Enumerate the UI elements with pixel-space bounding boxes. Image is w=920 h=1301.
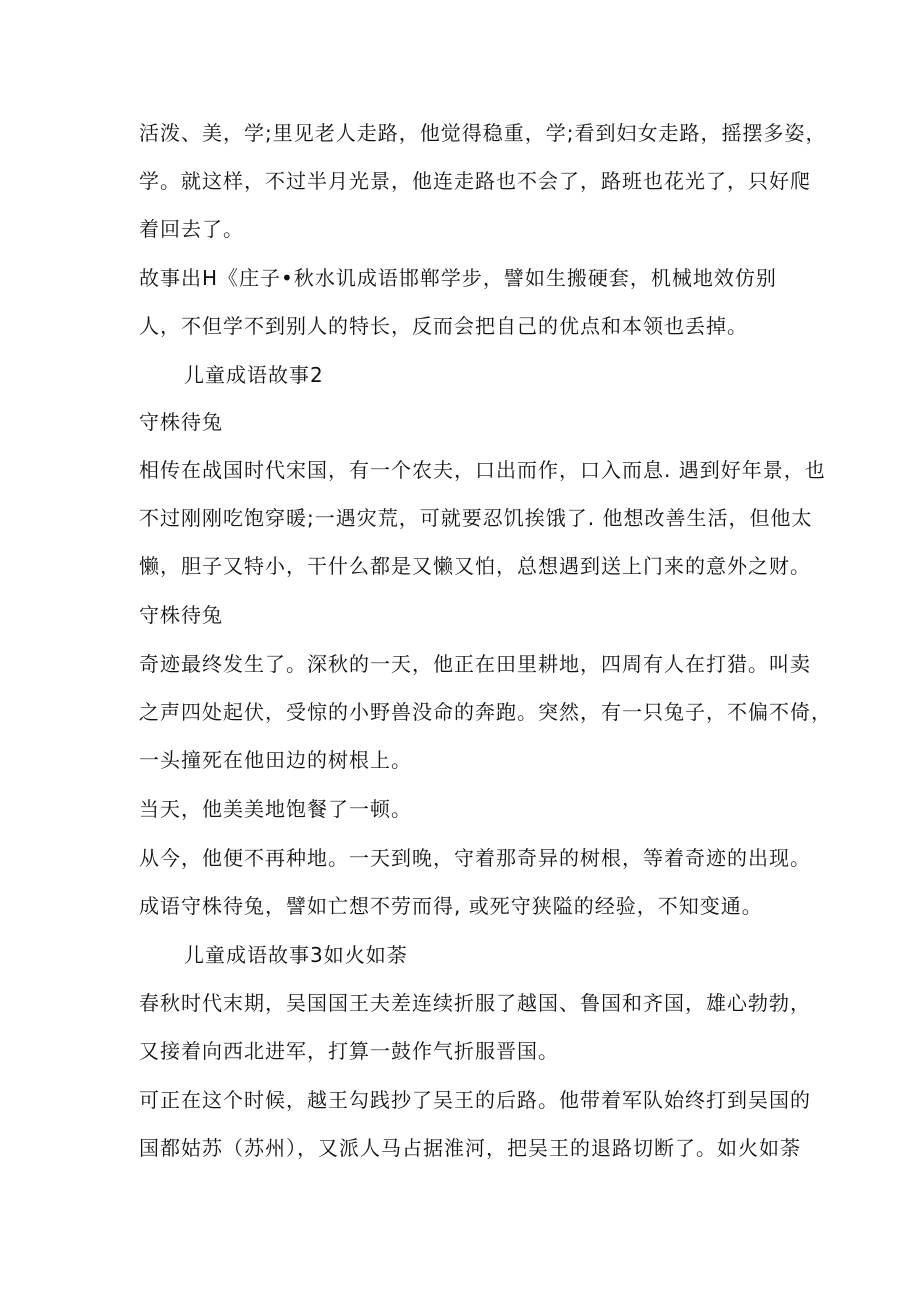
paragraph-line: 着回去了。	[139, 217, 244, 241]
paragraph-line: 从今，他便不再种地。一天到晚，守着那奇异的树根，等着奇迹的出现。	[139, 846, 811, 870]
section-heading: 儿童成语故事2	[184, 363, 324, 387]
paragraph-line: 相传在战国时代宋国，有一个农夫，口出而作，口入而息. 遇到好年景，也	[139, 458, 826, 482]
paragraph-line: 人，不但学不到别人的特长，反而会把自己的优点和本领也丢掉。	[139, 314, 748, 338]
story-title: 守株待兔	[139, 410, 223, 434]
paragraph-line: 懒，胆子又特小，干什么都是又懒又怕，总想遇到送上门来的意外之财。	[139, 554, 811, 578]
paragraph-line: 成语守株待兔，譬如亡想不劳而得, 或死守狭隘的经验，不知变通。	[139, 894, 763, 918]
paragraph-line: 学。就这样，不过半月光景，他连走路也不会了，路班也花光了，只好爬	[139, 169, 811, 193]
paragraph-line: 奇迹最终发生了。深秋的一天，他正在田里耕地，四周有人在打猎。叫卖	[139, 652, 811, 676]
paragraph-line: 一头撞死在他田边的树根上。	[139, 748, 412, 772]
paragraph-line: 故事出H《庄子•秋水讥成语邯郸学步，譬如生搬硬套，机械地效仿别	[139, 266, 777, 290]
paragraph-line: 又接着向西北进军，打算一鼓作气折服晋国。	[139, 1039, 559, 1063]
paragraph-line: 之声四处起伏，受惊的小野兽没命的奔跑。突然，有一只兔子，不偏不倚，	[139, 700, 832, 724]
paragraph-line: 活泼、美，学;里见老人走路，他觉得稳重，学;看到妇女走路，摇摆多姿，	[139, 121, 827, 145]
paragraph-line: 春秋时代末期，吴国国王夫差连续折服了越国、鲁国和齐国，雄心勃勃，	[139, 991, 811, 1015]
paragraph-line: 国都姑苏（苏州），又派人马占据淮河，把吴王的退路切断了。如火如荼	[139, 1136, 801, 1160]
paragraph-line: 当天，他美美地饱餐了一顿。	[139, 797, 412, 821]
paragraph-line: 可正在这个时候，越王勾践抄了吴王的后路。他带着军队始终打到吴国的	[139, 1088, 811, 1112]
story-title: 守株待兔	[139, 603, 223, 627]
section-heading: 儿童成语故事3如火如荼	[184, 943, 408, 967]
paragraph-line: 不过刚刚吃饱穿暖;一遇灾荒，可就要忍饥挨饿了. 他想改善生活，但他太	[139, 506, 813, 530]
